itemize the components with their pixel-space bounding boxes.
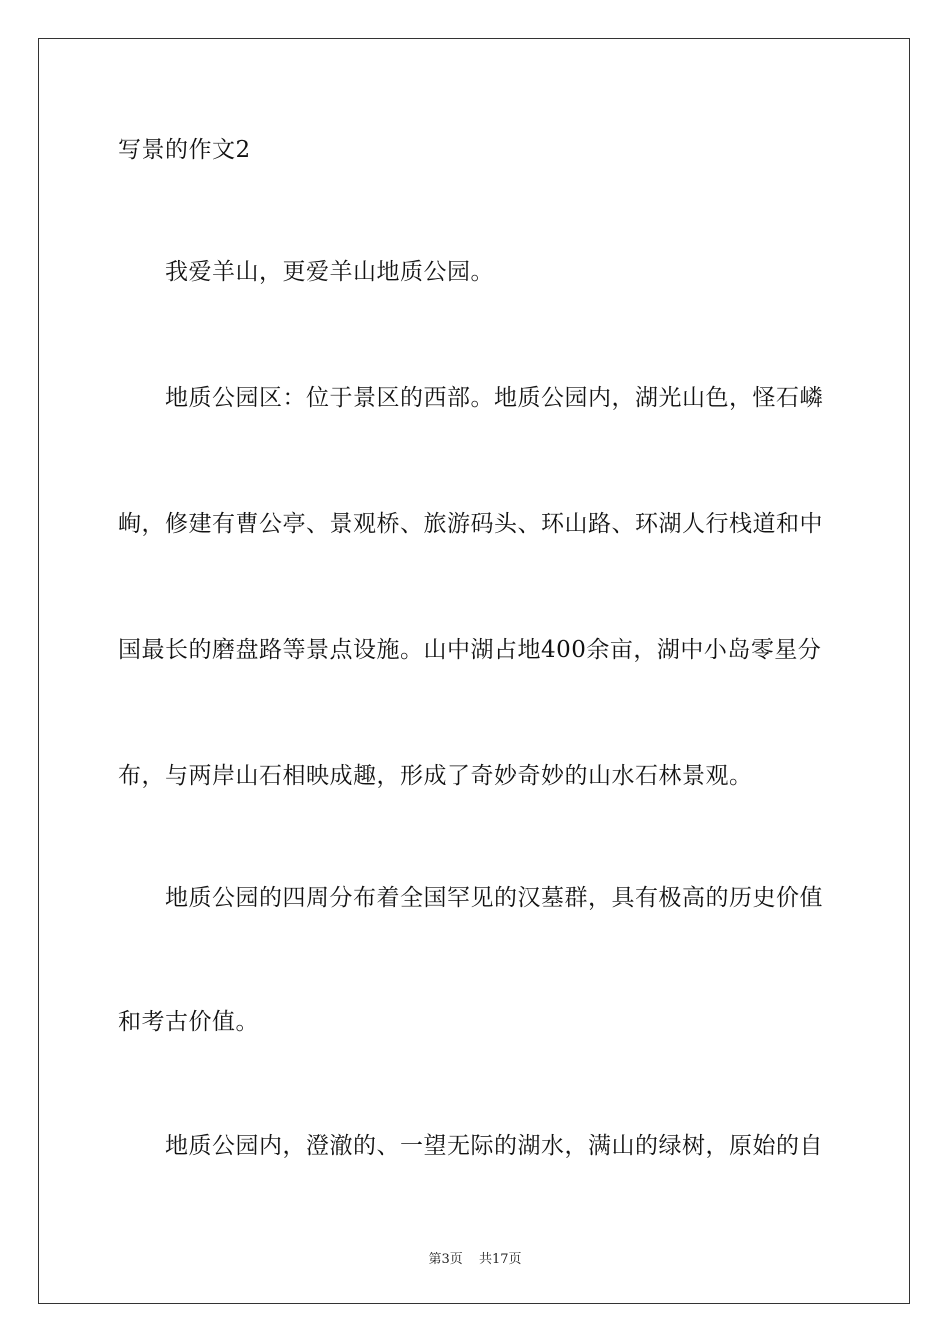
paragraph-line: 我爱羊山，更爱羊山地质公园。 xyxy=(165,259,494,285)
paragraph-line: 地质公园区：位于景区的西部。地质公园内，湖光山色，怪石嶙 xyxy=(165,385,823,411)
paragraph-line: 地质公园的四周分布着全国罕见的汉墓群，具有极高的历史价值 xyxy=(165,885,823,911)
paragraph-line: 国最长的磨盘路等景点设施。山中湖占地400余亩，湖中小岛零星分 xyxy=(118,637,822,663)
page-total: 共17页 xyxy=(478,1252,522,1267)
paragraph-line: 布，与两岸山石相映成趣，形成了奇妙奇妙的山水石林景观。 xyxy=(118,763,753,789)
paragraph-line: 地质公园内，澄澈的、一望无际的湖水，满山的绿树，原始的自 xyxy=(165,1133,823,1159)
paragraph-line: 峋，修建有曹公亭、景观桥、旅游码头、环山路、环湖人行栈道和中 xyxy=(118,511,823,537)
page-footer xyxy=(0,1248,950,1267)
page-number: 第3页 xyxy=(428,1252,463,1267)
document-heading: 写景的作文2 xyxy=(118,137,251,163)
page-border xyxy=(38,38,910,1304)
paragraph-line: 和考古价值。 xyxy=(118,1009,259,1035)
